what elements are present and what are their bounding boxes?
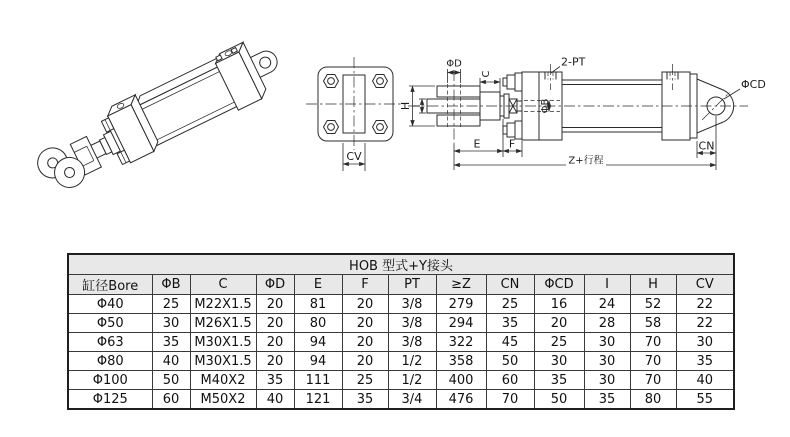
column-header: C	[190, 275, 256, 295]
column-header: H	[630, 275, 676, 295]
table-cell: Φ63	[68, 333, 152, 352]
table-cell: 94	[294, 333, 342, 352]
table-cell: M22X1.5	[190, 295, 256, 314]
table-cell: 40	[152, 352, 190, 371]
column-header: 缸径Bore	[68, 275, 152, 295]
table-cell: 111	[294, 371, 342, 390]
table-cell: 1/2	[388, 371, 436, 390]
table-cell: 30	[584, 352, 630, 371]
table-cell: 40	[256, 390, 294, 410]
isometric-view	[28, 32, 289, 200]
table-cell: 20	[256, 314, 294, 333]
column-header: CV	[676, 275, 734, 295]
table-cell: 3/8	[388, 295, 436, 314]
table-cell: 30	[676, 333, 734, 352]
table-cell: 25	[342, 371, 388, 390]
spec-table-container	[67, 253, 735, 410]
table-cell: 30	[534, 352, 584, 371]
table-cell: 30	[584, 333, 630, 352]
table-cell: Φ40	[68, 295, 152, 314]
table-cell: 50	[534, 390, 584, 410]
table-cell: 35	[534, 371, 584, 390]
dim-f	[503, 138, 522, 158]
table-cell: 358	[436, 352, 486, 371]
column-header: ΦB	[152, 275, 190, 295]
table-cell: 81	[294, 295, 342, 314]
dim-cv	[343, 143, 365, 171]
table-cell: 400	[436, 371, 486, 390]
dim-label-c: C	[481, 70, 492, 78]
table-cell: 3/8	[388, 314, 436, 333]
dim-phi-b	[540, 98, 551, 113]
table-cell: 20	[256, 333, 294, 352]
table-cell: 60	[152, 390, 190, 410]
column-header: ≥Z	[436, 275, 486, 295]
table-cell: 70	[486, 390, 534, 410]
table-cell: 20	[342, 352, 388, 371]
table-cell: 476	[436, 390, 486, 410]
dim-label-e: E	[473, 137, 481, 151]
table-cell: 35	[584, 390, 630, 410]
table-cell: 22	[676, 295, 734, 314]
table-cell: M30X1.5	[190, 352, 256, 371]
table-cell: 70	[630, 333, 676, 352]
table-cell: 28	[584, 314, 630, 333]
section-view	[399, 56, 766, 171]
table-row	[68, 333, 734, 352]
table-row	[68, 352, 734, 371]
flange-end-view	[306, 57, 404, 171]
table-cell: 35	[152, 333, 190, 352]
table-cell: 40	[676, 371, 734, 390]
table-cell: 20	[256, 295, 294, 314]
table-cell: 70	[630, 352, 676, 371]
table-cell: 22	[676, 314, 734, 333]
table-cell: 35	[486, 314, 534, 333]
table-cell: 20	[342, 314, 388, 333]
label-2pt	[551, 56, 586, 74]
table-cell: 20	[534, 314, 584, 333]
table-cell: 25	[534, 333, 584, 352]
dim-label-cv: CV	[346, 150, 362, 163]
table-header-row	[68, 275, 734, 295]
table-cell: M30X1.5	[190, 333, 256, 352]
table-cell: 25	[486, 295, 534, 314]
dim-c	[480, 70, 500, 94]
table-cell: M40X2	[190, 371, 256, 390]
table-cell: 50	[486, 352, 534, 371]
table-cell: 30	[584, 371, 630, 390]
table-cell: M50X2	[190, 390, 256, 410]
table-cell: 30	[152, 314, 190, 333]
table-cell: 52	[630, 295, 676, 314]
dim-label-h: H	[399, 101, 412, 111]
dim-label-phi-d: ΦD	[446, 58, 462, 70]
table-body	[68, 295, 734, 410]
table-cell: 35	[342, 390, 388, 410]
column-header: F	[342, 275, 388, 295]
column-header: ΦCD	[534, 275, 584, 295]
table-cell: 322	[436, 333, 486, 352]
table-cell: 80	[630, 390, 676, 410]
table-cell: 16	[534, 295, 584, 314]
table-row	[68, 390, 734, 410]
column-header: I	[584, 275, 630, 295]
dim-label-2pt: 2-PT	[561, 55, 586, 69]
table-cell: Φ80	[68, 352, 152, 371]
column-header: CN	[486, 275, 534, 295]
table-cell: Φ125	[68, 390, 152, 410]
table-cell: 58	[630, 314, 676, 333]
dim-label-phi-b: ΦB	[540, 98, 551, 114]
table-row	[68, 314, 734, 333]
table-row	[68, 295, 734, 314]
table-cell: 50	[152, 371, 190, 390]
table-cell: 45	[486, 333, 534, 352]
table-cell: 55	[676, 390, 734, 410]
table-cell: M26X1.5	[190, 314, 256, 333]
table-cell: 24	[584, 295, 630, 314]
dim-label-cn: CN	[698, 139, 715, 153]
table-cell: 3/8	[388, 333, 436, 352]
dim-label-z: Z+行程	[568, 155, 604, 167]
dim-label-i: I	[412, 104, 423, 108]
dim-label-phi-cd: ΦCD	[741, 78, 766, 91]
table-cell: 20	[342, 333, 388, 352]
dim-label-f: F	[508, 137, 516, 151]
column-header: ΦD	[256, 275, 294, 295]
table-cell: Φ50	[68, 314, 152, 333]
table-title-row	[68, 254, 734, 275]
table-cell: 279	[436, 295, 486, 314]
table-title: HOB 型式+Y接头	[68, 254, 734, 275]
table-row	[68, 371, 734, 390]
table-cell: 35	[676, 352, 734, 371]
dim-e	[454, 119, 503, 170]
table-cell: 3/4	[388, 390, 436, 410]
table-cell: 25	[152, 295, 190, 314]
table-cell: 35	[256, 371, 294, 390]
table-cell: 94	[294, 352, 342, 371]
table-cell: 20	[256, 352, 294, 371]
table-cell: 20	[342, 295, 388, 314]
table-cell: 121	[294, 390, 342, 410]
table-cell: 1/2	[388, 352, 436, 371]
table-cell: 60	[486, 371, 534, 390]
table-cell: Φ100	[68, 371, 152, 390]
table-cell: 294	[436, 314, 486, 333]
table-cell: 80	[294, 314, 342, 333]
column-header: PT	[388, 275, 436, 295]
dim-z-stroke	[454, 154, 716, 167]
column-header: E	[294, 275, 342, 295]
spec-table	[67, 253, 735, 410]
table-cell: 70	[630, 371, 676, 390]
